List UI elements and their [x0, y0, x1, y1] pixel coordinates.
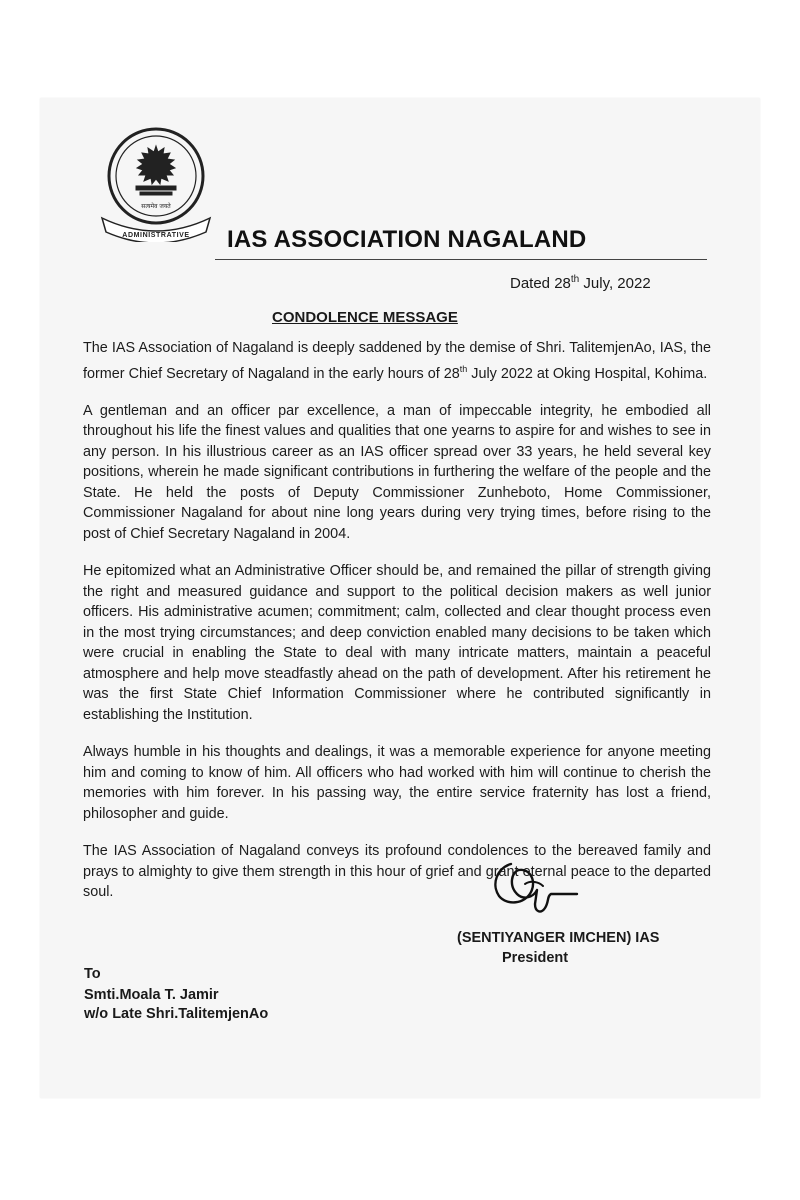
paragraph-1-part-1: The IAS Association of Nagaland is deeply saddened by the demise of Shri. TalitemjenAo, IAS, the former Chief Secretary of Nagaland in the early hours of 28	[83, 340, 711, 382]
date-ordinal: th	[570, 274, 580, 285]
emblem-motto-text: सत्यमेव जयते	[141, 203, 171, 210]
paragraph-5: The IAS Association of Nagaland conveys its profound condolences to the bereaved family and prays to almighty to give them strength in this hour of grief and grant eternal peace to the departed soul.	[83, 843, 711, 901]
subject-heading: CONDOLENCE MESSAGE	[272, 309, 458, 326]
paragraph-1-ordinal: th	[459, 363, 468, 374]
addressee-relation: w/o Late Shri.TalitemjenAo	[84, 1006, 269, 1022]
emblem-ribbon-text: ADMINISTRATIVE	[122, 232, 190, 239]
date-prefix: Dated 28	[510, 275, 571, 292]
letter-body	[83, 338, 711, 920]
handwritten-signature	[485, 850, 590, 920]
ias-association-emblem-icon	[100, 126, 212, 242]
signatory-title: President	[502, 950, 569, 966]
letter-date	[510, 274, 651, 292]
ashoka-chakra-icon	[136, 146, 176, 195]
date-suffix: July, 2022	[579, 275, 651, 292]
paragraph-3: He epitomized what an Administrative Officer should be, and remained the pillar of strength giving the right and measured guidance and support to the political decision makers as well junior officers. His administrative acumen; commitment; calm, collected and clear thought process even in the most trying circumstances; and deep conviction enabled many decisions to be taken which were crucial in enabling the State to deal with many intricate matters, maintain a peaceful atmosphere and help move steadfastly ahead on the path of development. After his retirement he was the first State Chief Information Commissioner where he contributed significantly in establishing the Institution.	[83, 563, 711, 723]
paragraph-1-part-2: July 2022 at Oking Hospital, Kohima.	[467, 365, 708, 382]
organization-name: IAS ASSOCIATION NAGALAND	[227, 226, 587, 253]
letterhead-divider	[215, 259, 707, 260]
addressee-name: Smti.Moala T. Jamir	[84, 987, 219, 1003]
addressee-to-label: To	[84, 966, 101, 982]
signatory-name: (SENTIYANGER IMCHEN) IAS	[457, 930, 660, 946]
paragraph-2: A gentleman and an officer par excellence, a man of impeccable integrity, he embodied all throughout his life the finest values and qualities that one yearns to aspire for and wishes to see in any person. In his illustrious career as an IAS officer spread over 33 years, he held several key positions, wherein he made significant contributions in furthering the welfare of the people and the State. He held the posts of Deputy Commissioner Zunheboto, Home Commissioner, Commissioner Nagaland for about nine long years during very trying times, before rising to the post of Chief Secretary Nagaland in 2004.	[83, 402, 711, 542]
paragraph-4: Always humble in his thoughts and dealings, it was a memorable experience for anyone meeting him and coming to know of him. All officers who had worked with him will continue to cherish the memories with him forever. In his passing way, the entire service fraternity has lost a friend, philosopher and guide.	[83, 744, 711, 822]
paragraph-1	[83, 338, 711, 384]
